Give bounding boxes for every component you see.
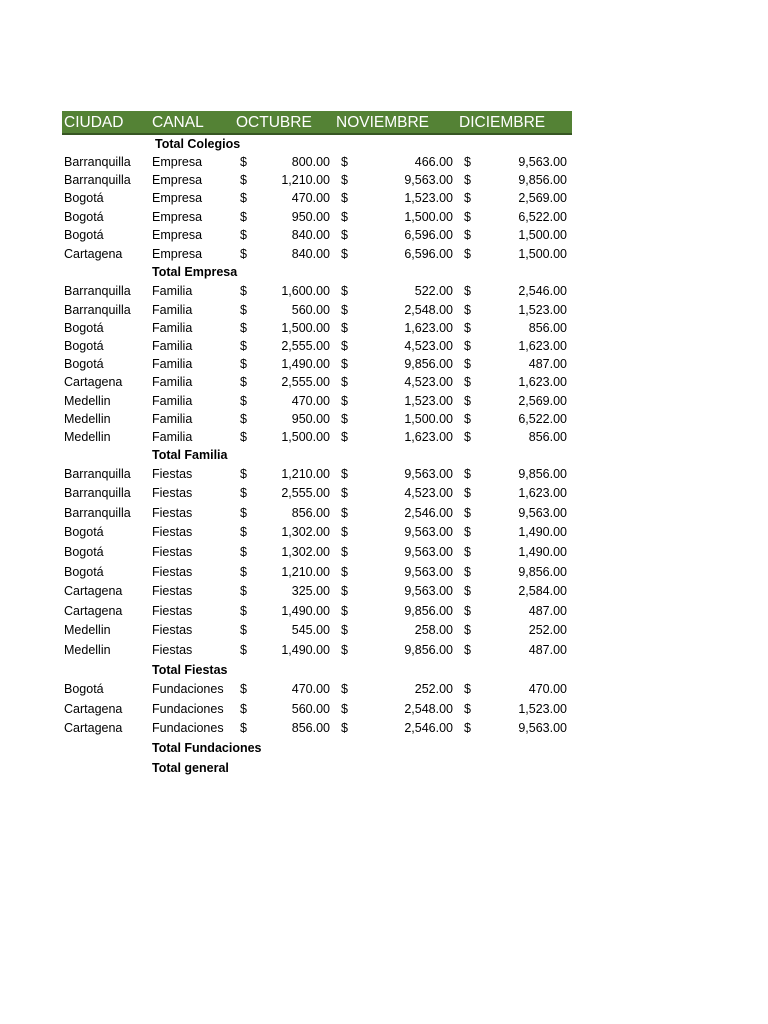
cell-noviembre[interactable]: 1,500.00	[404, 209, 453, 224]
subtotal-row	[62, 739, 572, 759]
currency-symbol[interactable]: $	[341, 505, 348, 520]
cell-canal[interactable]: Empresa	[152, 228, 203, 243]
currency-symbol[interactable]: $	[464, 505, 471, 520]
cell-ciudad[interactable]: Bogotá	[64, 191, 104, 205]
currency-symbol[interactable]: $	[464, 721, 471, 736]
table-row	[62, 719, 572, 739]
table-row	[62, 373, 572, 391]
cell-diciembre[interactable]: 1,623.00	[518, 338, 567, 353]
subtotal-label[interactable]: Total Colegios	[155, 137, 241, 151]
cell-ciudad[interactable]: Medellin	[64, 623, 111, 638]
table-row	[62, 189, 572, 208]
cell-octubre[interactable]: 950.00	[291, 411, 330, 426]
subtotal-row	[62, 263, 572, 282]
cell-noviembre[interactable]: 9,856.00	[404, 643, 453, 657]
currency-symbol[interactable]: $	[464, 525, 471, 540]
cell-octubre[interactable]: 2,555.00	[281, 338, 330, 353]
cell-diciembre[interactable]: 1,500.00	[518, 246, 567, 261]
currency-symbol[interactable]: $	[341, 411, 348, 426]
cell-noviembre[interactable]: 9,563.00	[404, 466, 453, 481]
table-row	[62, 484, 572, 504]
currency-symbol[interactable]: $	[341, 623, 348, 638]
cell-canal[interactable]: Fiestas	[152, 643, 193, 657]
currency-symbol[interactable]: $	[240, 643, 247, 657]
subtotal-row	[62, 661, 572, 681]
cell-diciembre[interactable]: 470.00	[528, 682, 567, 697]
currency-symbol[interactable]: $	[240, 302, 247, 317]
cell-canal[interactable]: Familia	[152, 357, 193, 372]
currency-symbol[interactable]: $	[464, 643, 471, 657]
subtotal-row	[62, 135, 572, 153]
cell-ciudad[interactable]: Cartagena	[64, 701, 123, 716]
cell-ciudad[interactable]: Cartagena	[64, 721, 123, 736]
currency-symbol[interactable]: $	[240, 283, 247, 298]
cell-noviembre[interactable]: 466.00	[414, 155, 453, 169]
cell-canal[interactable]: Familia	[152, 338, 193, 353]
cell-ciudad[interactable]: Cartagena	[64, 584, 123, 599]
cell-diciembre[interactable]: 6,522.00	[518, 209, 567, 224]
cell-octubre[interactable]: 1,302.00	[281, 545, 330, 560]
cell-octubre[interactable]: 2,555.00	[281, 486, 330, 501]
table-row	[62, 392, 572, 410]
cell-noviembre[interactable]: 9,856.00	[404, 357, 453, 372]
cell-ciudad[interactable]: Medellin	[64, 411, 111, 426]
cell-noviembre[interactable]: 252.00	[414, 682, 453, 697]
cell-ciudad[interactable]: Cartagena	[64, 246, 123, 261]
currency-symbol[interactable]: $	[240, 155, 247, 169]
currency-symbol[interactable]: $	[240, 228, 247, 243]
currency-symbol[interactable]: $	[341, 643, 348, 657]
cell-diciembre[interactable]: 9,563.00	[518, 155, 567, 169]
subtotal-row	[62, 759, 572, 779]
currency-symbol[interactable]: $	[240, 173, 247, 187]
cell-ciudad[interactable]: Bogotá	[64, 209, 104, 224]
table-row	[62, 428, 572, 446]
currency-symbol[interactable]: $	[240, 505, 247, 520]
cell-diciembre[interactable]: 9,856.00	[518, 564, 567, 579]
currency-symbol[interactable]: $	[341, 393, 348, 408]
cell-octubre[interactable]: 1,490.00	[281, 603, 330, 618]
column-header-noviembre[interactable]: NOVIEMBRE	[336, 114, 430, 131]
subtotal-label[interactable]: Total Familia	[152, 448, 228, 463]
cell-octubre[interactable]: 1,500.00	[281, 429, 330, 444]
cell-ciudad[interactable]: Bogotá	[64, 228, 104, 243]
currency-symbol[interactable]: $	[464, 228, 471, 243]
cell-diciembre[interactable]: 9,856.00	[518, 173, 567, 187]
currency-symbol[interactable]: $	[341, 525, 348, 540]
currency-symbol[interactable]: $	[464, 246, 471, 261]
currency-symbol[interactable]: $	[240, 525, 247, 540]
table-row	[62, 337, 572, 355]
currency-symbol[interactable]: $	[240, 191, 247, 205]
table-row	[62, 301, 572, 319]
cell-canal[interactable]: Fiestas	[152, 525, 193, 540]
currency-symbol[interactable]: $	[464, 466, 471, 481]
currency-symbol[interactable]: $	[240, 375, 247, 390]
currency-symbol[interactable]: $	[240, 411, 247, 426]
cell-noviembre[interactable]: 9,563.00	[404, 584, 453, 599]
currency-symbol[interactable]: $	[464, 603, 471, 618]
currency-symbol[interactable]: $	[341, 564, 348, 579]
cell-noviembre[interactable]: 9,563.00	[404, 525, 453, 540]
cell-canal[interactable]: Fiestas	[152, 505, 193, 520]
currency-symbol[interactable]: $	[464, 584, 471, 599]
currency-symbol[interactable]: $	[240, 584, 247, 599]
currency-symbol[interactable]: $	[240, 393, 247, 408]
cell-canal[interactable]: Fiestas	[152, 466, 193, 481]
cell-diciembre[interactable]: 252.00	[528, 623, 567, 638]
cell-canal[interactable]: Fundaciones	[152, 701, 224, 716]
cell-ciudad[interactable]: Bogotá	[64, 525, 104, 540]
cell-ciudad[interactable]: Barranquilla	[64, 302, 131, 317]
table-row	[62, 680, 572, 700]
cell-ciudad[interactable]: Bogotá	[64, 320, 104, 335]
cell-ciudad[interactable]: Barranquilla	[64, 505, 131, 520]
cell-canal[interactable]: Empresa	[152, 155, 203, 169]
cell-ciudad[interactable]: Cartagena	[64, 603, 123, 618]
currency-symbol[interactable]: $	[464, 701, 471, 716]
cell-diciembre[interactable]: 2,569.00	[518, 191, 567, 205]
subtotal-row	[62, 446, 572, 465]
cell-noviembre[interactable]: 9,563.00	[404, 173, 453, 187]
cell-noviembre[interactable]: 258.00	[414, 623, 453, 638]
subtotal-label[interactable]: Total Empresa	[152, 265, 238, 280]
currency-symbol[interactable]: $	[464, 486, 471, 501]
currency-symbol[interactable]: $	[240, 466, 247, 481]
cell-canal[interactable]: Fiestas	[152, 545, 193, 560]
cell-canal[interactable]: Empresa	[152, 191, 203, 205]
column-header-octubre[interactable]: OCTUBRE	[236, 114, 312, 131]
cell-octubre[interactable]: 560.00	[291, 701, 330, 716]
currency-symbol[interactable]: $	[341, 721, 348, 736]
cell-diciembre[interactable]: 2,584.00	[518, 584, 567, 599]
cell-canal[interactable]: Fiestas	[152, 564, 193, 579]
subtotal-label[interactable]: Total general	[152, 760, 229, 775]
currency-symbol[interactable]: $	[240, 564, 247, 579]
cell-canal[interactable]: Familia	[152, 429, 193, 444]
currency-symbol[interactable]: $	[341, 466, 348, 481]
currency-symbol[interactable]: $	[240, 357, 247, 372]
cell-canal[interactable]: Fiestas	[152, 584, 193, 599]
cell-noviembre[interactable]: 6,596.00	[404, 228, 453, 243]
currency-symbol[interactable]: $	[341, 357, 348, 372]
currency-symbol[interactable]: $	[341, 283, 348, 298]
cell-noviembre[interactable]: 9,563.00	[404, 564, 453, 579]
currency-symbol[interactable]: $	[240, 429, 247, 444]
currency-symbol[interactable]: $	[341, 375, 348, 390]
cell-octubre[interactable]: 1,490.00	[281, 357, 330, 372]
currency-symbol[interactable]: $	[341, 584, 348, 599]
cell-diciembre[interactable]: 1,500.00	[518, 228, 567, 243]
cell-noviembre[interactable]: 2,546.00	[404, 721, 453, 736]
currency-symbol[interactable]: $	[341, 545, 348, 560]
cell-octubre[interactable]: 856.00	[291, 505, 330, 520]
spreadsheet-table	[62, 111, 572, 778]
table-row	[62, 582, 572, 602]
currency-symbol[interactable]: $	[464, 564, 471, 579]
cell-diciembre[interactable]: 856.00	[528, 429, 567, 444]
table-row	[62, 208, 572, 227]
cell-ciudad[interactable]: Medellin	[64, 429, 111, 444]
table-row	[62, 621, 572, 641]
cell-noviembre[interactable]: 9,563.00	[404, 545, 453, 560]
cell-diciembre[interactable]: 1,623.00	[518, 486, 567, 501]
cell-diciembre[interactable]: 1,523.00	[518, 701, 567, 716]
table-header	[62, 111, 572, 135]
currency-symbol[interactable]: $	[464, 191, 471, 205]
cell-octubre[interactable]: 2,555.00	[281, 375, 330, 390]
currency-symbol[interactable]: $	[341, 191, 348, 205]
cell-noviembre[interactable]: 2,546.00	[404, 505, 453, 520]
currency-symbol[interactable]: $	[341, 682, 348, 697]
cell-noviembre[interactable]: 1,500.00	[404, 411, 453, 426]
currency-symbol[interactable]: $	[464, 173, 471, 187]
table-row	[62, 319, 572, 337]
cell-ciudad[interactable]: Barranquilla	[64, 486, 131, 501]
currency-symbol[interactable]: $	[341, 429, 348, 444]
subtotal-label[interactable]: Total Fundaciones	[152, 740, 262, 755]
currency-symbol[interactable]: $	[464, 338, 471, 353]
cell-diciembre[interactable]: 2,569.00	[518, 393, 567, 408]
currency-symbol[interactable]: $	[341, 338, 348, 353]
currency-symbol[interactable]: $	[240, 246, 247, 261]
cell-ciudad[interactable]: Bogotá	[64, 682, 104, 697]
currency-symbol[interactable]: $	[464, 155, 471, 169]
column-header-diciembre[interactable]: DICIEMBRE	[459, 114, 546, 131]
cell-canal[interactable]: Fundaciones	[152, 682, 224, 697]
table-row	[62, 410, 572, 428]
currency-symbol[interactable]: $	[341, 486, 348, 501]
table-row	[62, 465, 572, 485]
cell-canal[interactable]: Fundaciones	[152, 721, 224, 736]
cell-canal[interactable]: Familia	[152, 393, 193, 408]
cell-canal[interactable]: Empresa	[152, 173, 203, 187]
currency-symbol[interactable]: $	[240, 701, 247, 716]
table-row	[62, 171, 572, 189]
currency-symbol[interactable]: $	[464, 283, 471, 298]
column-header-canal[interactable]: CANAL	[152, 114, 204, 131]
cell-canal[interactable]: Empresa	[152, 246, 203, 261]
currency-symbol[interactable]: $	[464, 375, 471, 390]
cell-ciudad[interactable]: Cartagena	[64, 375, 123, 390]
cell-ciudad[interactable]: Bogotá	[64, 545, 104, 560]
cell-canal[interactable]: Fiestas	[152, 623, 193, 638]
currency-symbol[interactable]: $	[464, 320, 471, 335]
cell-octubre[interactable]: 840.00	[291, 246, 330, 261]
cell-octubre[interactable]: 950.00	[291, 209, 330, 224]
currency-symbol[interactable]: $	[240, 682, 247, 697]
cell-canal[interactable]: Familia	[152, 320, 193, 335]
cell-diciembre[interactable]: 1,490.00	[518, 545, 567, 560]
cell-octubre[interactable]: 1,490.00	[281, 643, 330, 657]
table-row	[62, 641, 572, 661]
cell-diciembre[interactable]: 2,546.00	[518, 283, 567, 298]
currency-symbol[interactable]: $	[341, 246, 348, 261]
cell-noviembre[interactable]: 4,523.00	[404, 375, 453, 390]
cell-diciembre[interactable]: 9,563.00	[518, 505, 567, 520]
table-row	[62, 226, 572, 245]
table-row	[62, 504, 572, 524]
currency-symbol[interactable]: $	[464, 545, 471, 560]
cell-octubre[interactable]: 325.00	[291, 584, 330, 599]
table-row	[62, 602, 572, 622]
cell-octubre[interactable]: 1,210.00	[281, 173, 330, 187]
currency-symbol[interactable]: $	[464, 209, 471, 224]
cell-diciembre[interactable]: 856.00	[528, 320, 567, 335]
table-row	[62, 543, 572, 563]
cell-octubre[interactable]: 1,500.00	[281, 320, 330, 335]
currency-symbol[interactable]: $	[341, 701, 348, 716]
cell-octubre[interactable]: 1,210.00	[281, 564, 330, 579]
table-row	[62, 282, 572, 301]
cell-ciudad[interactable]: Barranquilla	[64, 155, 131, 169]
cell-octubre[interactable]: 856.00	[291, 721, 330, 736]
currency-symbol[interactable]: $	[464, 393, 471, 408]
currency-symbol[interactable]: $	[464, 682, 471, 697]
cell-canal[interactable]: Familia	[152, 283, 193, 298]
cell-octubre[interactable]: 560.00	[291, 302, 330, 317]
currency-symbol[interactable]: $	[464, 623, 471, 638]
currency-symbol[interactable]: $	[341, 209, 348, 224]
cell-diciembre[interactable]: 1,490.00	[518, 525, 567, 540]
table-row	[62, 523, 572, 543]
cell-noviembre[interactable]: 9,856.00	[404, 603, 453, 618]
currency-symbol[interactable]: $	[341, 320, 348, 335]
column-header-ciudad[interactable]: CIUDAD	[64, 114, 124, 131]
cell-diciembre[interactable]: 9,563.00	[518, 721, 567, 736]
currency-symbol[interactable]: $	[341, 155, 348, 169]
currency-symbol[interactable]: $	[341, 603, 348, 618]
cell-noviembre[interactable]: 1,523.00	[404, 191, 453, 205]
cell-diciembre[interactable]: 1,623.00	[518, 375, 567, 390]
table-row	[62, 153, 572, 171]
cell-octubre[interactable]: 470.00	[291, 191, 330, 205]
cell-octubre[interactable]: 1,600.00	[281, 283, 330, 298]
cell-ciudad[interactable]: Barranquilla	[64, 173, 131, 187]
cell-ciudad[interactable]: Barranquilla	[64, 283, 131, 298]
cell-octubre[interactable]: 470.00	[291, 393, 330, 408]
currency-symbol[interactable]: $	[464, 411, 471, 426]
cell-noviembre[interactable]: 1,623.00	[404, 320, 453, 335]
cell-octubre[interactable]: 1,302.00	[281, 525, 330, 540]
cell-octubre[interactable]: 840.00	[291, 228, 330, 243]
cell-ciudad[interactable]: Bogotá	[64, 338, 104, 353]
currency-symbol[interactable]: $	[240, 209, 247, 224]
cell-ciudad[interactable]: Bogotá	[64, 564, 104, 579]
cell-octubre[interactable]: 1,210.00	[281, 466, 330, 481]
cell-noviembre[interactable]: 2,548.00	[404, 701, 453, 716]
cell-noviembre[interactable]: 6,596.00	[404, 246, 453, 261]
cell-diciembre[interactable]: 487.00	[528, 603, 567, 618]
cell-diciembre[interactable]: 6,522.00	[518, 411, 567, 426]
cell-noviembre[interactable]: 4,523.00	[404, 486, 453, 501]
cell-canal[interactable]: Familia	[152, 375, 193, 390]
cell-octubre[interactable]: 800.00	[291, 155, 330, 169]
cell-octubre[interactable]: 545.00	[291, 623, 330, 638]
cell-diciembre[interactable]: 1,523.00	[518, 302, 567, 317]
cell-diciembre[interactable]: 487.00	[528, 357, 567, 372]
currency-symbol[interactable]: $	[240, 320, 247, 335]
cell-canal[interactable]: Empresa	[152, 209, 203, 224]
cell-canal[interactable]: Fiestas	[152, 603, 193, 618]
currency-symbol[interactable]: $	[464, 357, 471, 372]
cell-noviembre[interactable]: 2,548.00	[404, 302, 453, 317]
currency-symbol[interactable]: $	[240, 545, 247, 560]
cell-noviembre[interactable]: 4,523.00	[404, 338, 453, 353]
cell-canal[interactable]: Fiestas	[152, 486, 193, 501]
cell-ciudad[interactable]: Bogotá	[64, 357, 104, 372]
cell-octubre[interactable]: 470.00	[291, 682, 330, 697]
cell-diciembre[interactable]: 9,856.00	[518, 466, 567, 481]
cell-noviembre[interactable]: 1,623.00	[404, 429, 453, 444]
table-row	[62, 355, 572, 373]
table-row	[62, 563, 572, 583]
table-row	[62, 245, 572, 264]
currency-symbol[interactable]: $	[240, 721, 247, 736]
currency-symbol[interactable]: $	[341, 228, 348, 243]
currency-symbol[interactable]: $	[464, 429, 471, 444]
cell-canal[interactable]: Familia	[152, 411, 193, 426]
cell-diciembre[interactable]: 487.00	[528, 643, 567, 657]
currency-symbol[interactable]: $	[341, 302, 348, 317]
cell-noviembre[interactable]: 1,523.00	[404, 393, 453, 408]
currency-symbol[interactable]: $	[240, 623, 247, 638]
cell-canal[interactable]: Familia	[152, 302, 193, 317]
subtotal-label[interactable]: Total Fiestas	[152, 662, 228, 677]
cell-ciudad[interactable]: Medellin	[64, 643, 111, 657]
currency-symbol[interactable]: $	[240, 603, 247, 618]
table-body	[62, 135, 572, 778]
currency-symbol[interactable]: $	[240, 338, 247, 353]
cell-noviembre[interactable]: 522.00	[414, 283, 453, 298]
currency-symbol[interactable]: $	[341, 173, 348, 187]
cell-ciudad[interactable]: Barranquilla	[64, 466, 131, 481]
currency-symbol[interactable]: $	[240, 486, 247, 501]
currency-symbol[interactable]: $	[464, 302, 471, 317]
table-row	[62, 700, 572, 720]
cell-ciudad[interactable]: Medellin	[64, 393, 111, 408]
